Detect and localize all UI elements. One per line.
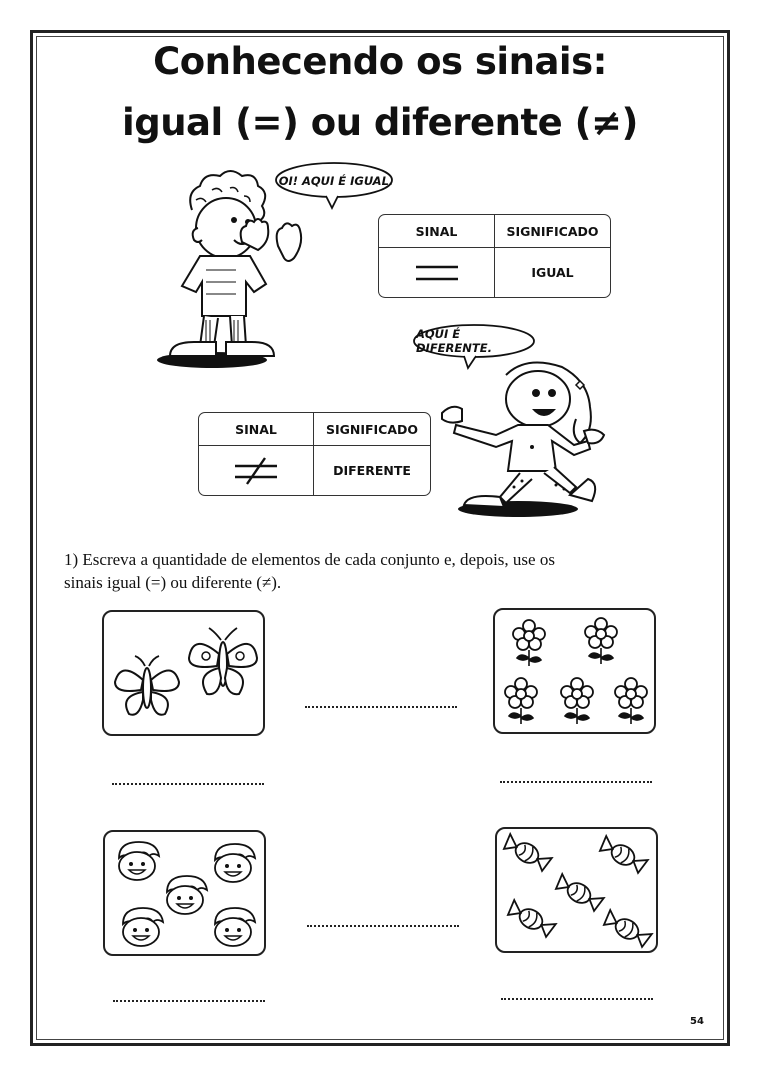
- face-icon: [117, 906, 165, 950]
- exercise-instruction: [64, 548, 704, 594]
- set-box-candies: [495, 827, 658, 953]
- exercise-instruction-line-2: sinais igual (=) ou diferente (≠).: [64, 573, 282, 592]
- answer-line-comparison-2[interactable]: [307, 925, 459, 927]
- face-icon: [209, 906, 257, 950]
- face-icon: [209, 842, 257, 886]
- flower-icon: [503, 676, 539, 726]
- answer-line-count-candies[interactable]: [501, 998, 653, 1000]
- page-title-line-1: Conhecendo os sinais:: [153, 40, 607, 83]
- boy-speech-text: OI! AQUI É IGUAL.: [278, 174, 394, 188]
- table-equal-header-sign: SINAL: [415, 223, 458, 239]
- candy-icon: [595, 835, 651, 875]
- page-title-line-2: igual (=) ou diferente (≠): [122, 101, 638, 144]
- table-different-meaning: DIFERENTE: [333, 463, 411, 478]
- face-icon: [113, 840, 161, 884]
- flower-icon: [559, 676, 595, 726]
- girl-speech-text: AQUI É DIFERENTE.: [416, 327, 492, 355]
- page-number: 54: [690, 1016, 704, 1027]
- table-equal-sign: [378, 214, 611, 298]
- flower-icon: [613, 676, 649, 726]
- answer-line-count-butterflies[interactable]: [112, 783, 264, 785]
- flower-icon: [511, 618, 547, 668]
- table-different-sign: [198, 412, 431, 496]
- not-equal-sign-icon: [199, 446, 313, 495]
- candy-icon: [499, 833, 555, 873]
- butterfly-icon: [188, 626, 258, 698]
- table-different-header-meaning: SIGNIFICADO: [325, 421, 419, 437]
- set-box-butterflies: [102, 610, 265, 736]
- girl-illustration: [436, 355, 616, 525]
- candy-icon: [599, 909, 655, 949]
- exercise-instruction-line-1: 1) Escreva a quantidade de elementos de cada conjunto e, depois, use os: [64, 550, 555, 569]
- answer-line-count-flowers[interactable]: [500, 781, 652, 783]
- butterfly-icon: [112, 654, 182, 720]
- table-equal-header-meaning: SIGNIFICADO: [506, 223, 599, 239]
- equal-sign-icon: [379, 248, 494, 297]
- answer-line-count-faces[interactable]: [113, 1000, 265, 1002]
- table-different-header-sign: SINAL: [235, 421, 277, 437]
- flower-icon: [583, 616, 619, 666]
- candy-icon: [503, 899, 559, 939]
- face-icon: [161, 874, 209, 918]
- candy-icon: [551, 873, 607, 913]
- set-box-faces: [103, 830, 266, 956]
- table-equal-meaning: IGUAL: [531, 265, 574, 280]
- answer-line-comparison-1[interactable]: [305, 706, 457, 708]
- set-box-flowers: [493, 608, 656, 734]
